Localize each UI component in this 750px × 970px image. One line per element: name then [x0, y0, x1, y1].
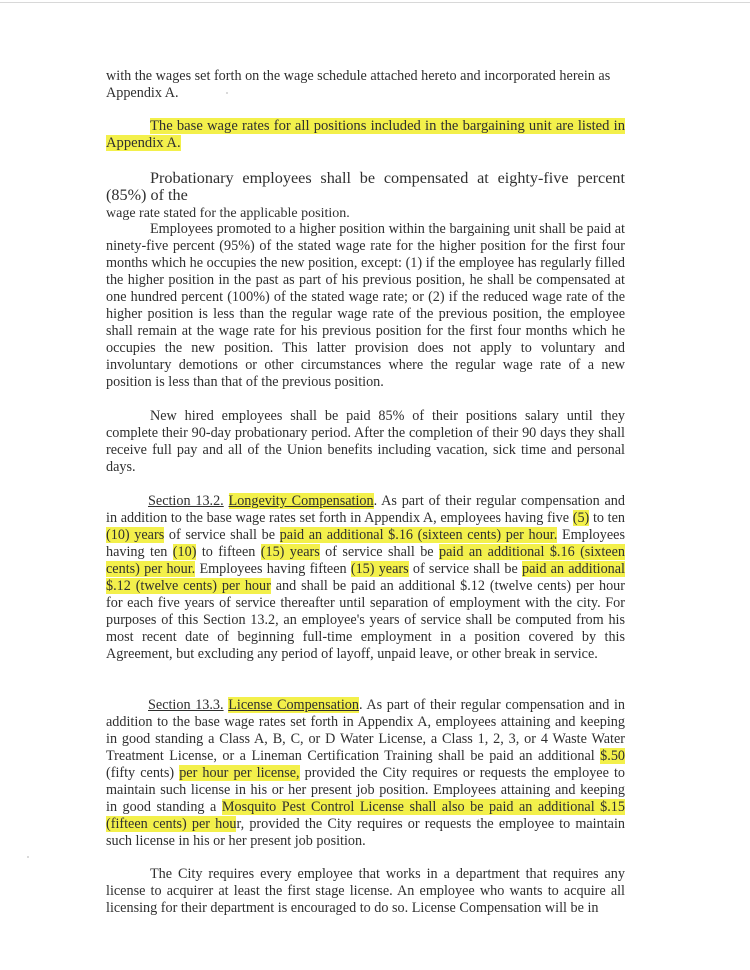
highlighted-text: (15) years [260, 544, 320, 560]
scan-edge-line [0, 2, 750, 3]
paragraph-probationary: Probationary employees shall be compensated at eighty-five percent (85%) of the wage rate stated for the applicable position. [106, 169, 625, 221]
section-heading: Longevity Compensation [228, 493, 374, 509]
highlighted-text: paid an additional $.12 (twelve cents) per hour [106, 561, 625, 594]
highlighted-text: $.50 [600, 748, 625, 764]
highlighted-text: paid an additional $.16 (sixteen cents) per hour. [106, 544, 625, 577]
highlighted-text: paid an additional $.16 (sixteen cents) per hour. [279, 527, 558, 543]
paragraph-base-wage-rates [106, 118, 625, 152]
paragraph-promoted-employees: Employees promoted to a higher position within the bargaining unit shall be paid at ninety-five percent (95%) of the stated wage rate for the higher position for the first four months which he occupies the new position, except: (1) if the employee has regularly filled the higher position in the past as part of his previous position, he shall be compensated at one hundred percent (100%) of the stated wage rate; or (2) if the reduced wage rate of the higher position is less than the regular wage rate of the previous position, the employee shall remain at the wage rate for his previous position for the first four months which he occupies the new position. This latter provision does not apply to voluntary and involuntary demotions or other circumstances where the regular wage rate of a new position is less than that of the previous position. [106, 221, 625, 390]
paragraph-wages-continuation: with the wages set forth on the wage schedule attached hereto and incorporated herein as Appendix A. [106, 68, 611, 101]
section-13-3-license: Section 13.3. License Compensation. As part of their regular compensation and in addition to the base wage rates set forth in Appendix A, employees attaining and keeping in good standing a Class A, B, C, or D Water License, a Class 1, 2, 3, or 4 Waste Water Treatment License, or a Lineman Certification Training shall be paid an additional $.50 (fifty cents) per hour per license, provided the City requires or requests the employee to maintain such license in his or her present job position. Employees attaining and keeping in good standing a Mosquito Pest Control License shall also be paid an additional $.15 (fifteen cents) per hour, provided the City requires or requests the employee to maintain such license in his or her present job position. [106, 697, 626, 849]
section-number: Section 13.3. [148, 697, 224, 713]
section-heading: License Compensation [228, 697, 359, 713]
highlighted-text: (5) [572, 510, 590, 526]
section-13-2-longevity: Section 13.2. Longevity Compensation. As part of their regular compensation and in addition to the base wage rates set forth in Appendix A, employees having five (5) to ten (10) years of service shall be paid an additional $.16 (sixteen cents) per hour. Employees having ten (10) to fifteen (15) years of service shall be paid an additional $.16 (sixteen cents) per hour. Employees having fifteen (15) years of service shall be paid an additional $.12 (twelve cents) per hour and shall be paid an additional $.12 (twelve cents) per hour for each five years of service thereafter until separation of employment with the city. For purposes of this Section 13.2, an employee's years of service shall be computed from his most recent date of beginning full-time employment in a position covered by this Agreement, but excluding any period of layoff, unpaid leave, or other break in service. [106, 493, 625, 662]
highlighted-text: per hour per license, [179, 765, 300, 781]
paragraph-new-hired: New hired employees shall be paid 85% of their positions salary until they complete their 90-day probationary period. After the completion of their 90 days they shall receive full pay and all of the Union benefits including vacation, sick time and personal days. [106, 408, 625, 475]
scan-speck [226, 92, 228, 94]
scan-speck [27, 856, 29, 858]
section-number: Section 13.2. [148, 493, 224, 509]
highlighted-text: Mosquito Pest Control License shall also be paid an additional $.15 (fifteen cents) per hou [106, 799, 625, 832]
highlighted-text: (15) years [350, 561, 409, 577]
paragraph-license-requirement: The City requires every employee that works in a department that requires any license to acquirer at least the first stage license. An employee who wants to acquire all licensing for their department is encouraged to do so. License Compensation will be in [106, 866, 625, 916]
highlighted-text: (10) years [106, 527, 165, 543]
highlighted-text: (10) [172, 544, 197, 560]
highlighted-text: The base wage rates for all positions included in the bargaining unit are listed in Appendix A. [106, 118, 625, 151]
